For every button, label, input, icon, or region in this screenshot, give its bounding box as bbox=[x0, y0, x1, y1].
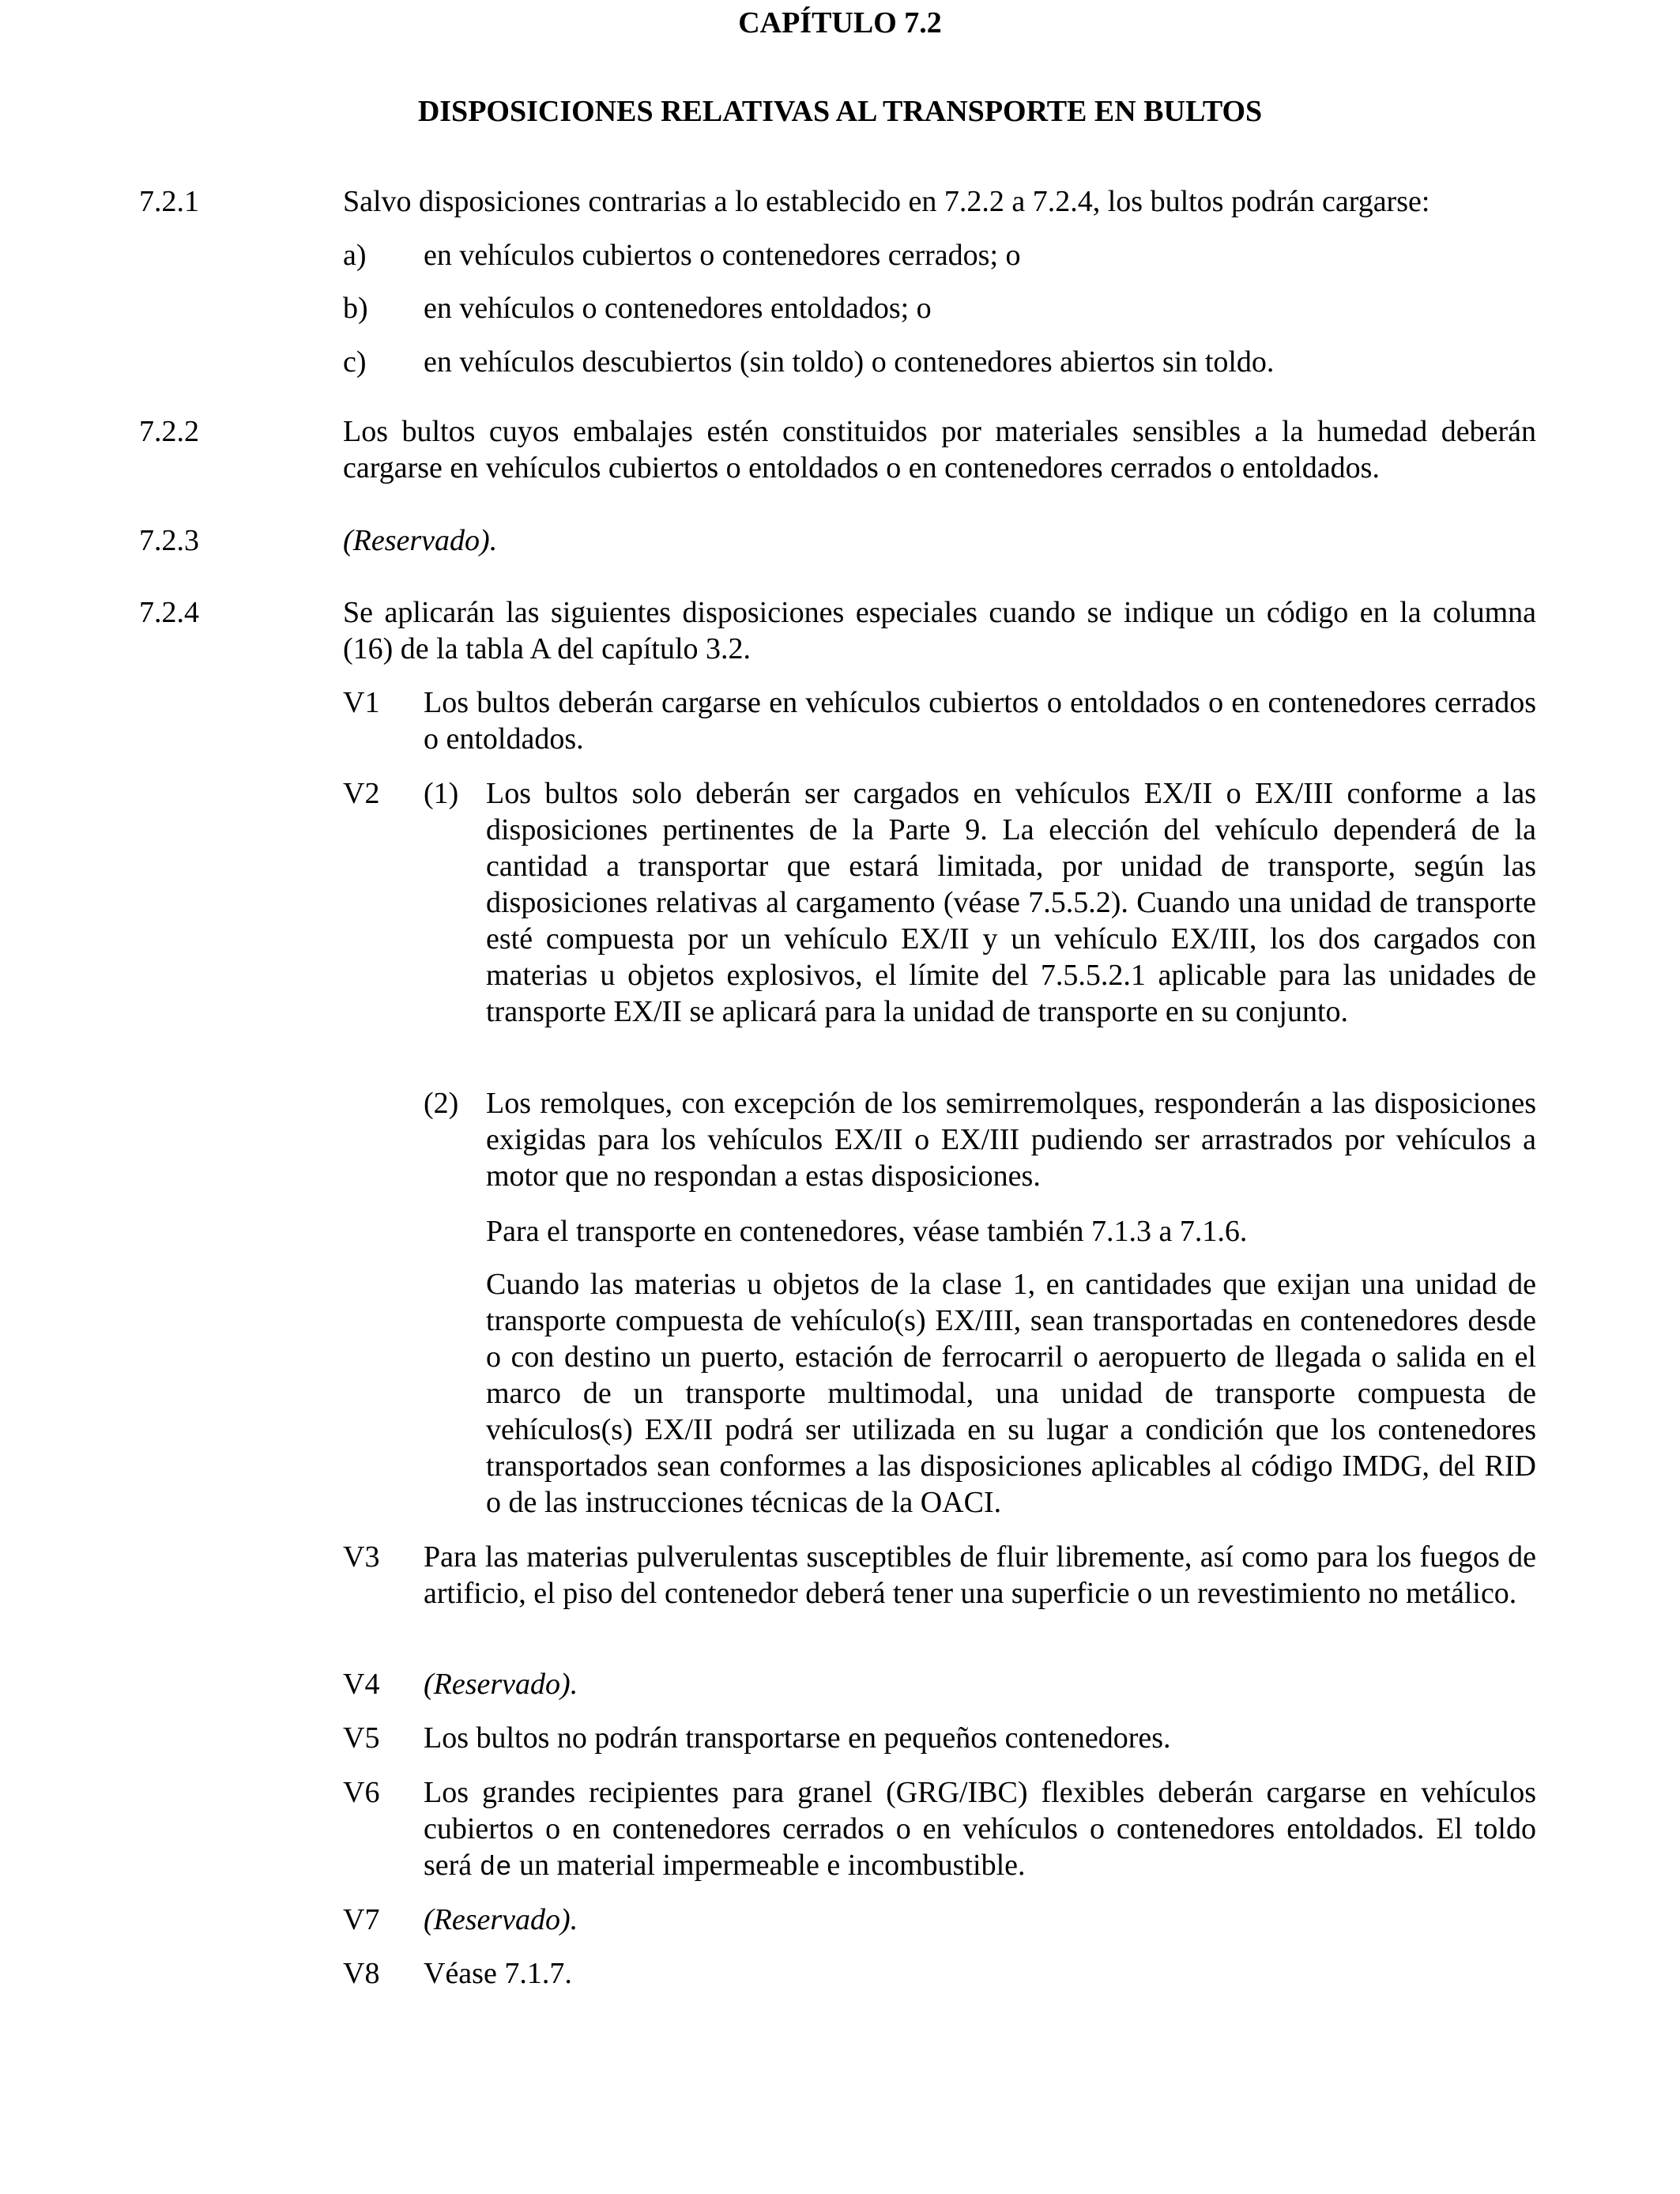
section-number: 7.2.2 bbox=[139, 415, 199, 448]
reserved-text: (Reservado). bbox=[424, 1668, 578, 1701]
provision-code: V6 bbox=[343, 1776, 380, 1809]
list-item-text: en vehículos o contenedores entoldados; o bbox=[424, 292, 932, 325]
chapter-heading: CAPÍTULO 7.2 bbox=[738, 6, 942, 40]
provision-code: V5 bbox=[343, 1721, 380, 1755]
text-fragment: Los grandes recipientes para granel (GRG/IBC) flexibles deberán cargarse en vehículos cubiertos o en contenedores cerrados o en vehículos o contenedores entoldados. El toldo será bbox=[424, 1776, 1536, 1882]
paragraph-text: Para el transporte en contenedores, véase también 7.1.3 a 7.1.6. bbox=[486, 1215, 1248, 1248]
text-fragment: un material impermeable e incombustible. bbox=[511, 1849, 1026, 1882]
provision-text: Los bultos no podrán transportarse en pequeños contenedores. bbox=[424, 1721, 1171, 1755]
list-item-text: en vehículos descubiertos (sin toldo) o contenedores abiertos sin toldo. bbox=[424, 345, 1275, 379]
paragraph-label: (2) bbox=[424, 1087, 459, 1120]
provision-text bbox=[424, 1666, 1536, 1702]
page-title: DISPOSICIONES RELATIVAS AL TRANSPORTE EN BULTOS bbox=[417, 95, 1263, 128]
section-number: 7.2.3 bbox=[139, 524, 199, 557]
section-number: 7.2.1 bbox=[139, 185, 199, 218]
provision-text: Los bultos deberán cargarse en vehículos cubiertos o entoldados o en contenedores cerrados o entoldados. bbox=[424, 686, 1536, 756]
reserved-text: (Reservado). bbox=[343, 524, 498, 557]
provision-code: V4 bbox=[343, 1668, 380, 1701]
provision-text: Para las materias pulverulentas susceptibles de fluir libremente, así como para los fuegos de artificio, el piso del contenedor deberá tener una superficie o un revestimiento no metálico. bbox=[424, 1540, 1536, 1610]
provision-code: V7 bbox=[343, 1903, 380, 1936]
list-item-text: en vehículos cubiertos o contenedores cerrados; o bbox=[424, 239, 1021, 272]
list-item-label: b) bbox=[343, 292, 368, 325]
paragraph-text: Cuando las materias u objetos de la clase 1, en cantidades que exijan una unidad de transporte compuesta de vehículo(s) EX/III, sean transportadas en contenedores desde o con destino un puerto, estación de ferrocarril o aeropuerto de llegada o salida en el marco de un transporte multimodal, una unidad de transporte compuesta de vehículos(s) EX/II podrá ser utilizada en su lugar a condición que los contenedores transportados sean conformes a las disposiciones aplicables al código IMDG, del RID o de las instrucciones técnicas de la OACI. bbox=[486, 1268, 1536, 1519]
text-fragment: de bbox=[479, 1853, 512, 1883]
section-number: 7.2.4 bbox=[139, 596, 199, 629]
list-item-label: a) bbox=[343, 239, 367, 272]
list-item-label: c) bbox=[343, 345, 367, 379]
section-text: Salvo disposiciones contrarias a lo establecido en 7.2.2 a 7.2.4, los bultos podrán cargarse: bbox=[343, 185, 1430, 218]
section-text: Se aplicarán las siguientes disposiciones especiales cuando se indique un código en la columna (16) de la tabla A del capítulo 3.2. bbox=[343, 596, 1536, 665]
section-text bbox=[343, 522, 1536, 559]
paragraph-text: Los remolques, con excepción de los semirremolques, responderán a las disposiciones exigidas para los vehículos EX/II o EX/III pudiendo ser arrastrados por vehículos a motor que no respondan a estas disposiciones. bbox=[486, 1087, 1536, 1193]
provision-text bbox=[424, 1774, 1536, 1887]
section-text: Los bultos cuyos embalajes estén constituidos por materiales sensibles a la humedad deberán cargarse en vehículos cubiertos o entoldados o en contenedores cerrados o entoldados. bbox=[343, 415, 1536, 484]
provision-code: V8 bbox=[343, 1957, 380, 1990]
provision-text: Véase 7.1.7. bbox=[424, 1957, 572, 1990]
paragraph-text: Los bultos solo deberán ser cargados en vehículos EX/II o EX/III conforme a las disposiciones pertinentes de la Parte 9. La elección del vehículo dependerá de la cantidad a transportar que estará limitada, por unidad de transporte, según las disposiciones relativas al cargamento (véase 7.5.5.2). Cuando una unidad de transporte esté compuesta por un vehículo EX/II y un vehículo EX/III, los dos cargados con materias u objetos explosivos, el límite del 7.5.5.2.1 aplicable para las unidades de transporte EX/II se aplicará para la unidad de transporte en su conjunto. bbox=[486, 777, 1536, 1028]
provision-code: V2 bbox=[343, 777, 380, 810]
provision-code: V1 bbox=[343, 686, 380, 719]
reserved-text: (Reservado). bbox=[424, 1903, 578, 1936]
paragraph-label: (1) bbox=[424, 777, 459, 810]
provision-code: V3 bbox=[343, 1540, 380, 1574]
provision-text bbox=[424, 1902, 1536, 1938]
